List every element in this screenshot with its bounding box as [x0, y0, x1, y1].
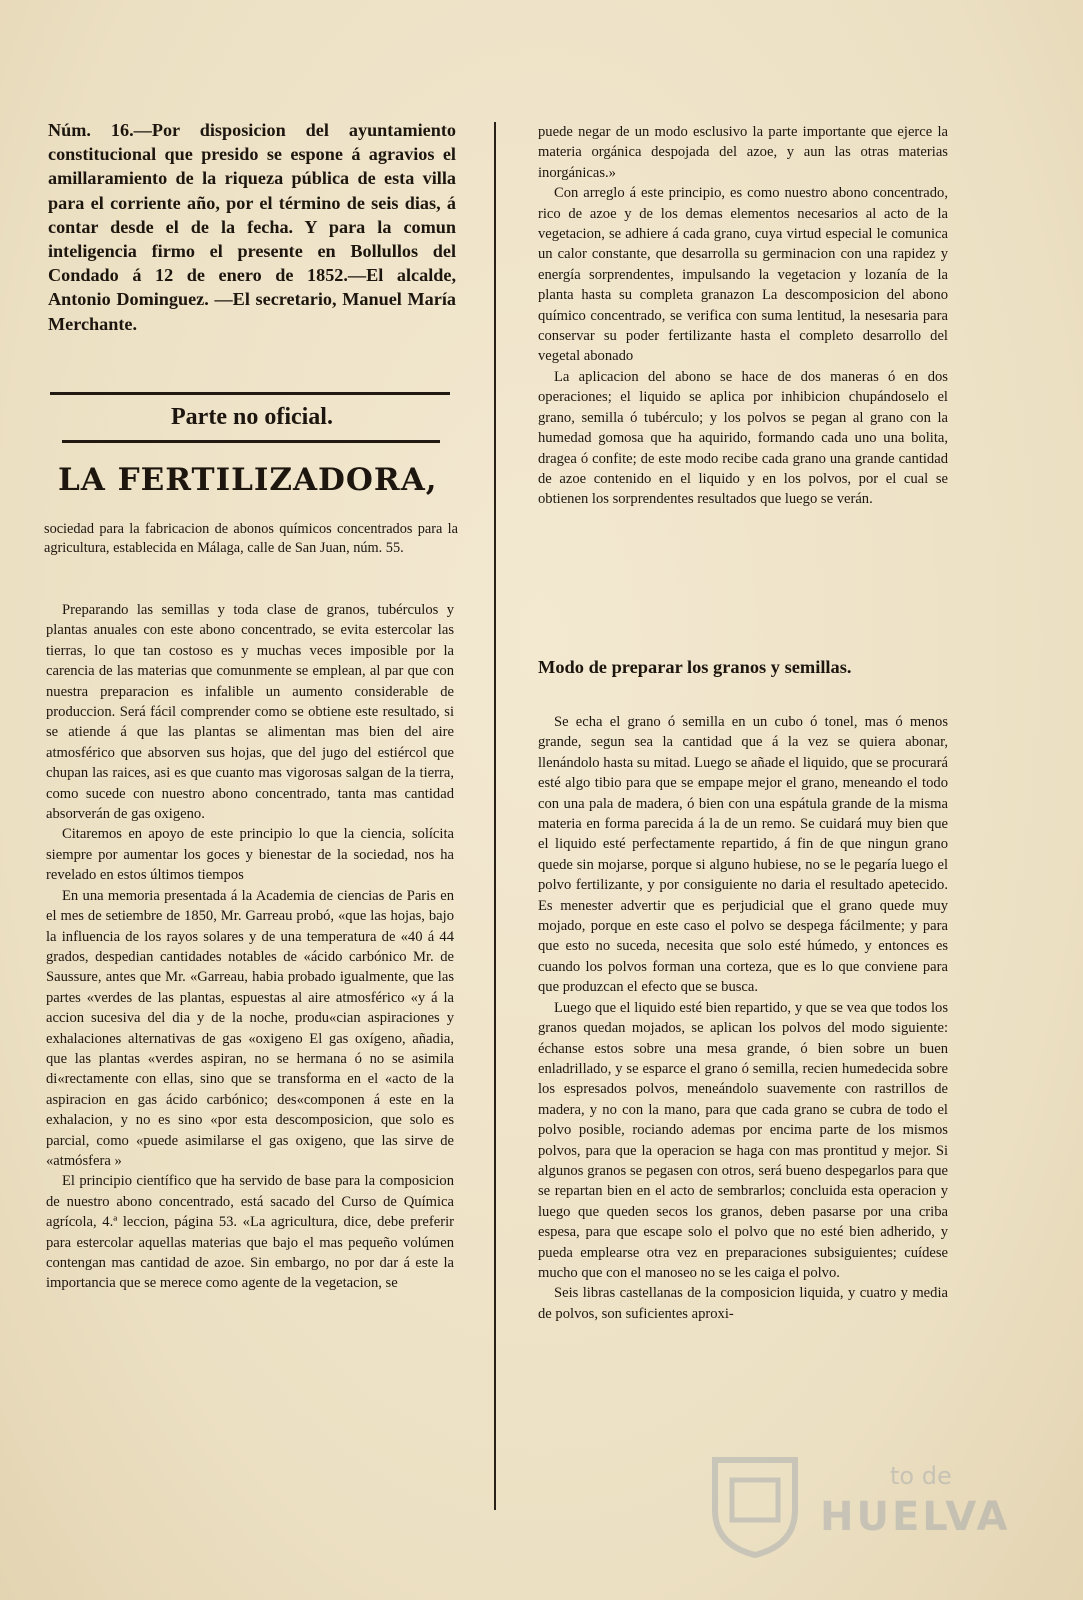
watermark-text-small: to de — [890, 1462, 952, 1490]
right-column-body-bottom — [538, 712, 948, 1324]
official-notice: Núm. 16.—Por disposicion del ayuntamiento constitucional que presido se espone á agravios el amillaramiento de la riqueza pública de esta villa para el corriente año, por el término de seis dias, á contar desde el de la fecha. Y para la comun inteligencia firmo el presente en Bollullos del Condado á 12 de enero de 1852.—El alcalde, Antonio Dominguez. —El secretario, Manuel María Merchante. — [48, 120, 456, 334]
paragraph: Preparando las semillas y toda clase de granos, tubérculos y plantas anuales con este abono concentrado, se evita estercolar las tierras, lo que tan costoso es y muchas veces imposible por la carencia de las materias que comunmente se emplean, al par que con nuestra preparacion es infalible un aumento considerable de produccion. Será fácil comprender como se obtiene este resultado, si se atiende á que las plantas se alimentan mas bien del aire atmosférico que absorven sus hojas, que del jugo del estiércol que chupan las raices, asi es que cuanto mas vigorosas salgan de la tierra, como sucede con nuestro abono concentrado, tanta mas cantidad absorverán de gas oxigeno. — [46, 602, 454, 823]
paragraph: Luego que el liquido esté bien repartido, y que se vea que todos los granos quedan mojados, se aplican los polvos del modo siguiente: échanse estos sobre una mesa grande, ó bien sobre un buen enladrillado, y se esparce el grano ó semilla, recien humedecida sobre los espresados polvos, meneándolo suavemente con rastrillos de madera, y no con la mano, para que cada grano se cubra de todo el polvo posible, rociando ademas por encima parte de los mismos polvos, para que la operacion se haga con mas prontitud y mejor. Si algunos granos se pegasen con otros, será bueno despegarlos para que se repartan bien en el acto de sembrarlos; concluida esta operacion y luego que queden secos los granos, deben pasarse por una criba espesa, para que escape solo el polvo que no esté bien adherido, y pueda emplearse otra vez en preparaciones subsiguientes; cuídese mucho que con el manoseo no se les caiga el polvo. — [538, 999, 948, 1281]
article-subtitle: sociedad para la fabricacion de abonos químicos concentrados para la agricultura, establecida en Málaga, calle de San Juan, núm. 55. — [44, 521, 458, 556]
paragraph: La aplicacion del abono se hace de dos maneras ó en dos operaciones; el liquido se aplica por inhibicion chupándoselo el grano, semilla ó tubérculo; y los polvos se pegan al grano con la humedad gomosa que ha aquirido, formando cada uno una bolita, dragea ó confite; de este modo recibe cada grano una grande cantidad de azoe contenido en el liquido y en los polvos, por el cual se obtienen los sorprendentes resultados que luego se verán. — [538, 368, 948, 508]
subheading: Modo de preparar los granos y semillas. — [538, 657, 852, 677]
column-divider — [494, 122, 496, 1510]
watermark-text-large: HUELVA — [820, 1494, 1011, 1540]
archive-watermark — [700, 1450, 1040, 1570]
paragraph: Con arreglo á este principio, es como nuestro abono concentrado, rico de azoe y de los demas elementos necesarios al acto de la vegetacion, se adhiere á cada grano, cuya virtud especial le comunica un calor constante, que desarrolla su germinacion con una rapidez y energía sorprendentes, impulsando la vegetacion y lozanía de la planta hasta su completa granazon La descomposicion del abono químico concentrado, se verifica con suma lentitud, la nesesaria para conservar su poder fertilizante hasta el completo desarrollo del vegetal abonado — [538, 185, 948, 365]
right-column-body-top — [538, 122, 948, 510]
left-column-body — [46, 600, 454, 1294]
paragraph: El principio científico que ha servido de base para la composicion de nuestro abono concentrado, está sacado del Curso de Química agrícola, 4.ª leccion, página 53. «La agricultura, dice, debe preferir para estercolar aquellas materias que bajo el mas pequeño volúmen contengan mas cantidad de azoe. Sin embargo, no por dar á este la importancia que se merece como agente de la vegetacion, se — [46, 1173, 454, 1292]
section-divider-top — [50, 392, 450, 395]
section-title: Parte no oficial. — [171, 404, 333, 430]
paragraph: Se echa el grano ó semilla en un cubo ó tonel, mas ó menos grande, segun sea la cantidad que á la vez se quiera abonar, llenándolo hasta su mitad. Luego se añade el liquido, que se procurará esté algo tibio para que se empape mejor el grano, meneando el todo con una pala de madera, ó bien con una espátula grande de la misma materia en forma parecida á la de un remo. Se cuidará muy bien que el liquido esté perfectamente repartido, á fin de que ningun grano quede sin mojarse, porque si alguno hubiese, no se le pegaría luego el polvo fertilizante, y por consiguiente no daria el resultado apetecido. Es menester advertir que es perjudicial que el grano quede muy mojado, porque en este caso el polvo se despega fácilmente; y para que esto no suceda, necesita que solo esté húmedo, y entonces es cuando los polvos forman una corteza, que es lo que conviene para que produzcan el efecto que se busca. — [538, 714, 948, 996]
paragraph: En una memoria presentada á la Academia de ciencias de Paris en el mes de setiembre de 1850, Mr. Garreau probó, «que las hojas, bajo la influencia de los rayos solares y de una temperatura de «40 á 44 grados, despedian cantidades notables de «ácido carbónico Mr. de Saussure, antes que Mr. «Garreau, habia probado igualmente, que las partes «verdes de las plantas, espuestas al aire atmosférico «y á la accion sucesiva del dia y de la noche, produ«cian aspiraciones y exhalaciones alternativas de gas «oxigeno El gas oxígeno, añadia, que las plantas «verdes aspiran, no se hermana ó no se asimila di«rectamente con ellas, sino que se transforma en el «acto de la aspiracion en gas ácido carbónico; des«componen á este en la exhalacion, y no es sino «por esta descomposicion, que solo es parcial, como «puede asimilarse el gas oxigeno, que las sirve de «atmósfera » — [46, 887, 454, 1169]
paragraph: Citaremos en apoyo de este principio lo que la ciencia, solícita siempre por aumentar los goces y bienestar de la sociedad, nos ha revelado en estos últimos tiempos — [46, 826, 454, 884]
paragraph: Seis libras castellanas de la composicion liquida, y cuatro y media de polvos, son suficientes aproxi- — [538, 1285, 948, 1322]
paragraph: puede negar de un modo esclusivo la parte importante que ejerce la materia orgánica despojada del azoe, y aun las otras materias inorgánicas.» — [538, 124, 948, 181]
crest-icon — [700, 1450, 810, 1560]
article-title: LA FERTILIZADORA, — [58, 462, 438, 498]
section-divider-bottom — [62, 440, 440, 443]
